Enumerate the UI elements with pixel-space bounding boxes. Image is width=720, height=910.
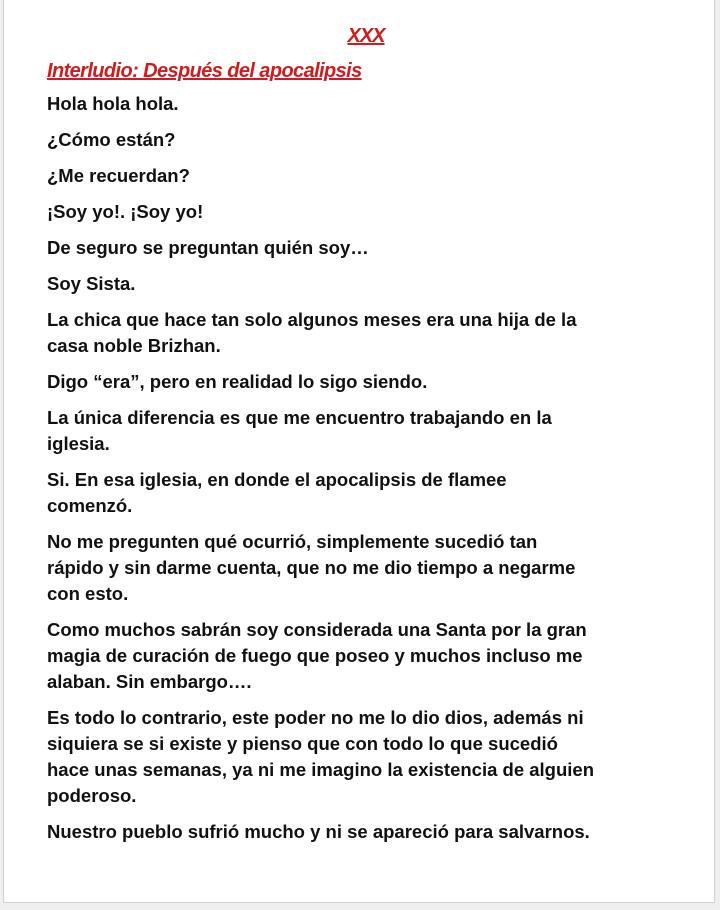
paragraph-line: Como muchos sabrán soy considerada una Santa por la gran: [47, 619, 587, 640]
paragraph-line: hace unas semanas, ya ni me imagino la existencia de alguien: [47, 759, 595, 780]
paragraph-line: comenzó.: [47, 495, 133, 516]
paragraph-line: La única diferencia es que me encuentro trabajando en la: [47, 407, 552, 428]
paragraph-line: alaban. Sin embargo….: [47, 671, 252, 692]
paragraph: [47, 705, 697, 809]
paragraph: [47, 307, 697, 359]
paragraph: [47, 271, 697, 297]
paragraph-line: casa noble Brizhan.: [47, 335, 221, 356]
paragraph-line: La chica que hace tan solo algunos meses era una hija de la: [47, 309, 577, 330]
paragraph-line: Si. En esa iglesia, en donde el apocalipsis de flamee: [47, 469, 507, 490]
paragraph-line: De seguro se preguntan quién soy…: [47, 237, 369, 258]
paragraph: [47, 405, 697, 457]
paragraph: [47, 235, 697, 261]
paragraph-line: con esto.: [47, 583, 129, 604]
document-title: XXX: [347, 25, 385, 47]
paragraph: [47, 199, 697, 225]
chapter-heading: Interludio: Después del apocalipsis: [47, 60, 362, 82]
paragraph-line: magia de curación de fuego que poseo y muchos incluso me: [47, 645, 583, 666]
paragraph-line: Nuestro pueblo sufrió mucho y ni se apareció para salvarnos.: [47, 821, 590, 842]
paragraph-line: Soy Sista.: [47, 273, 136, 294]
paragraph-line: ¿Cómo están?: [47, 129, 176, 150]
paragraph: [47, 617, 697, 695]
paragraph: [47, 819, 697, 845]
paragraph: [47, 163, 697, 189]
paragraph-line: Es todo lo contrario, este poder no me lo dio dios, además ni: [47, 707, 584, 728]
paragraph-line: Digo “era”, pero en realidad lo sigo siendo.: [47, 371, 428, 392]
paragraph: [47, 127, 697, 153]
document-body: [47, 91, 697, 855]
paragraph: [47, 467, 697, 519]
document-page: [3, 0, 715, 903]
paragraph-line: poderoso.: [47, 785, 137, 806]
paragraph-line: No me pregunten qué ocurrió, simplemente sucedió tan: [47, 531, 538, 552]
paragraph-line: rápido y sin darme cuenta, que no me dio tiempo a negarme: [47, 557, 576, 578]
paragraph: [47, 91, 697, 117]
paragraph-line: ¿Me recuerdan?: [47, 165, 190, 186]
paragraph-line: ¡Soy yo!. ¡Soy yo!: [47, 201, 204, 222]
paragraph-line: iglesia.: [47, 433, 110, 454]
paragraph: [47, 529, 697, 607]
paragraph-line: Hola hola hola.: [47, 93, 179, 114]
paragraph-line: siquiera se si existe y pienso que con todo lo que sucedió: [47, 733, 558, 754]
paragraph: [47, 369, 697, 395]
